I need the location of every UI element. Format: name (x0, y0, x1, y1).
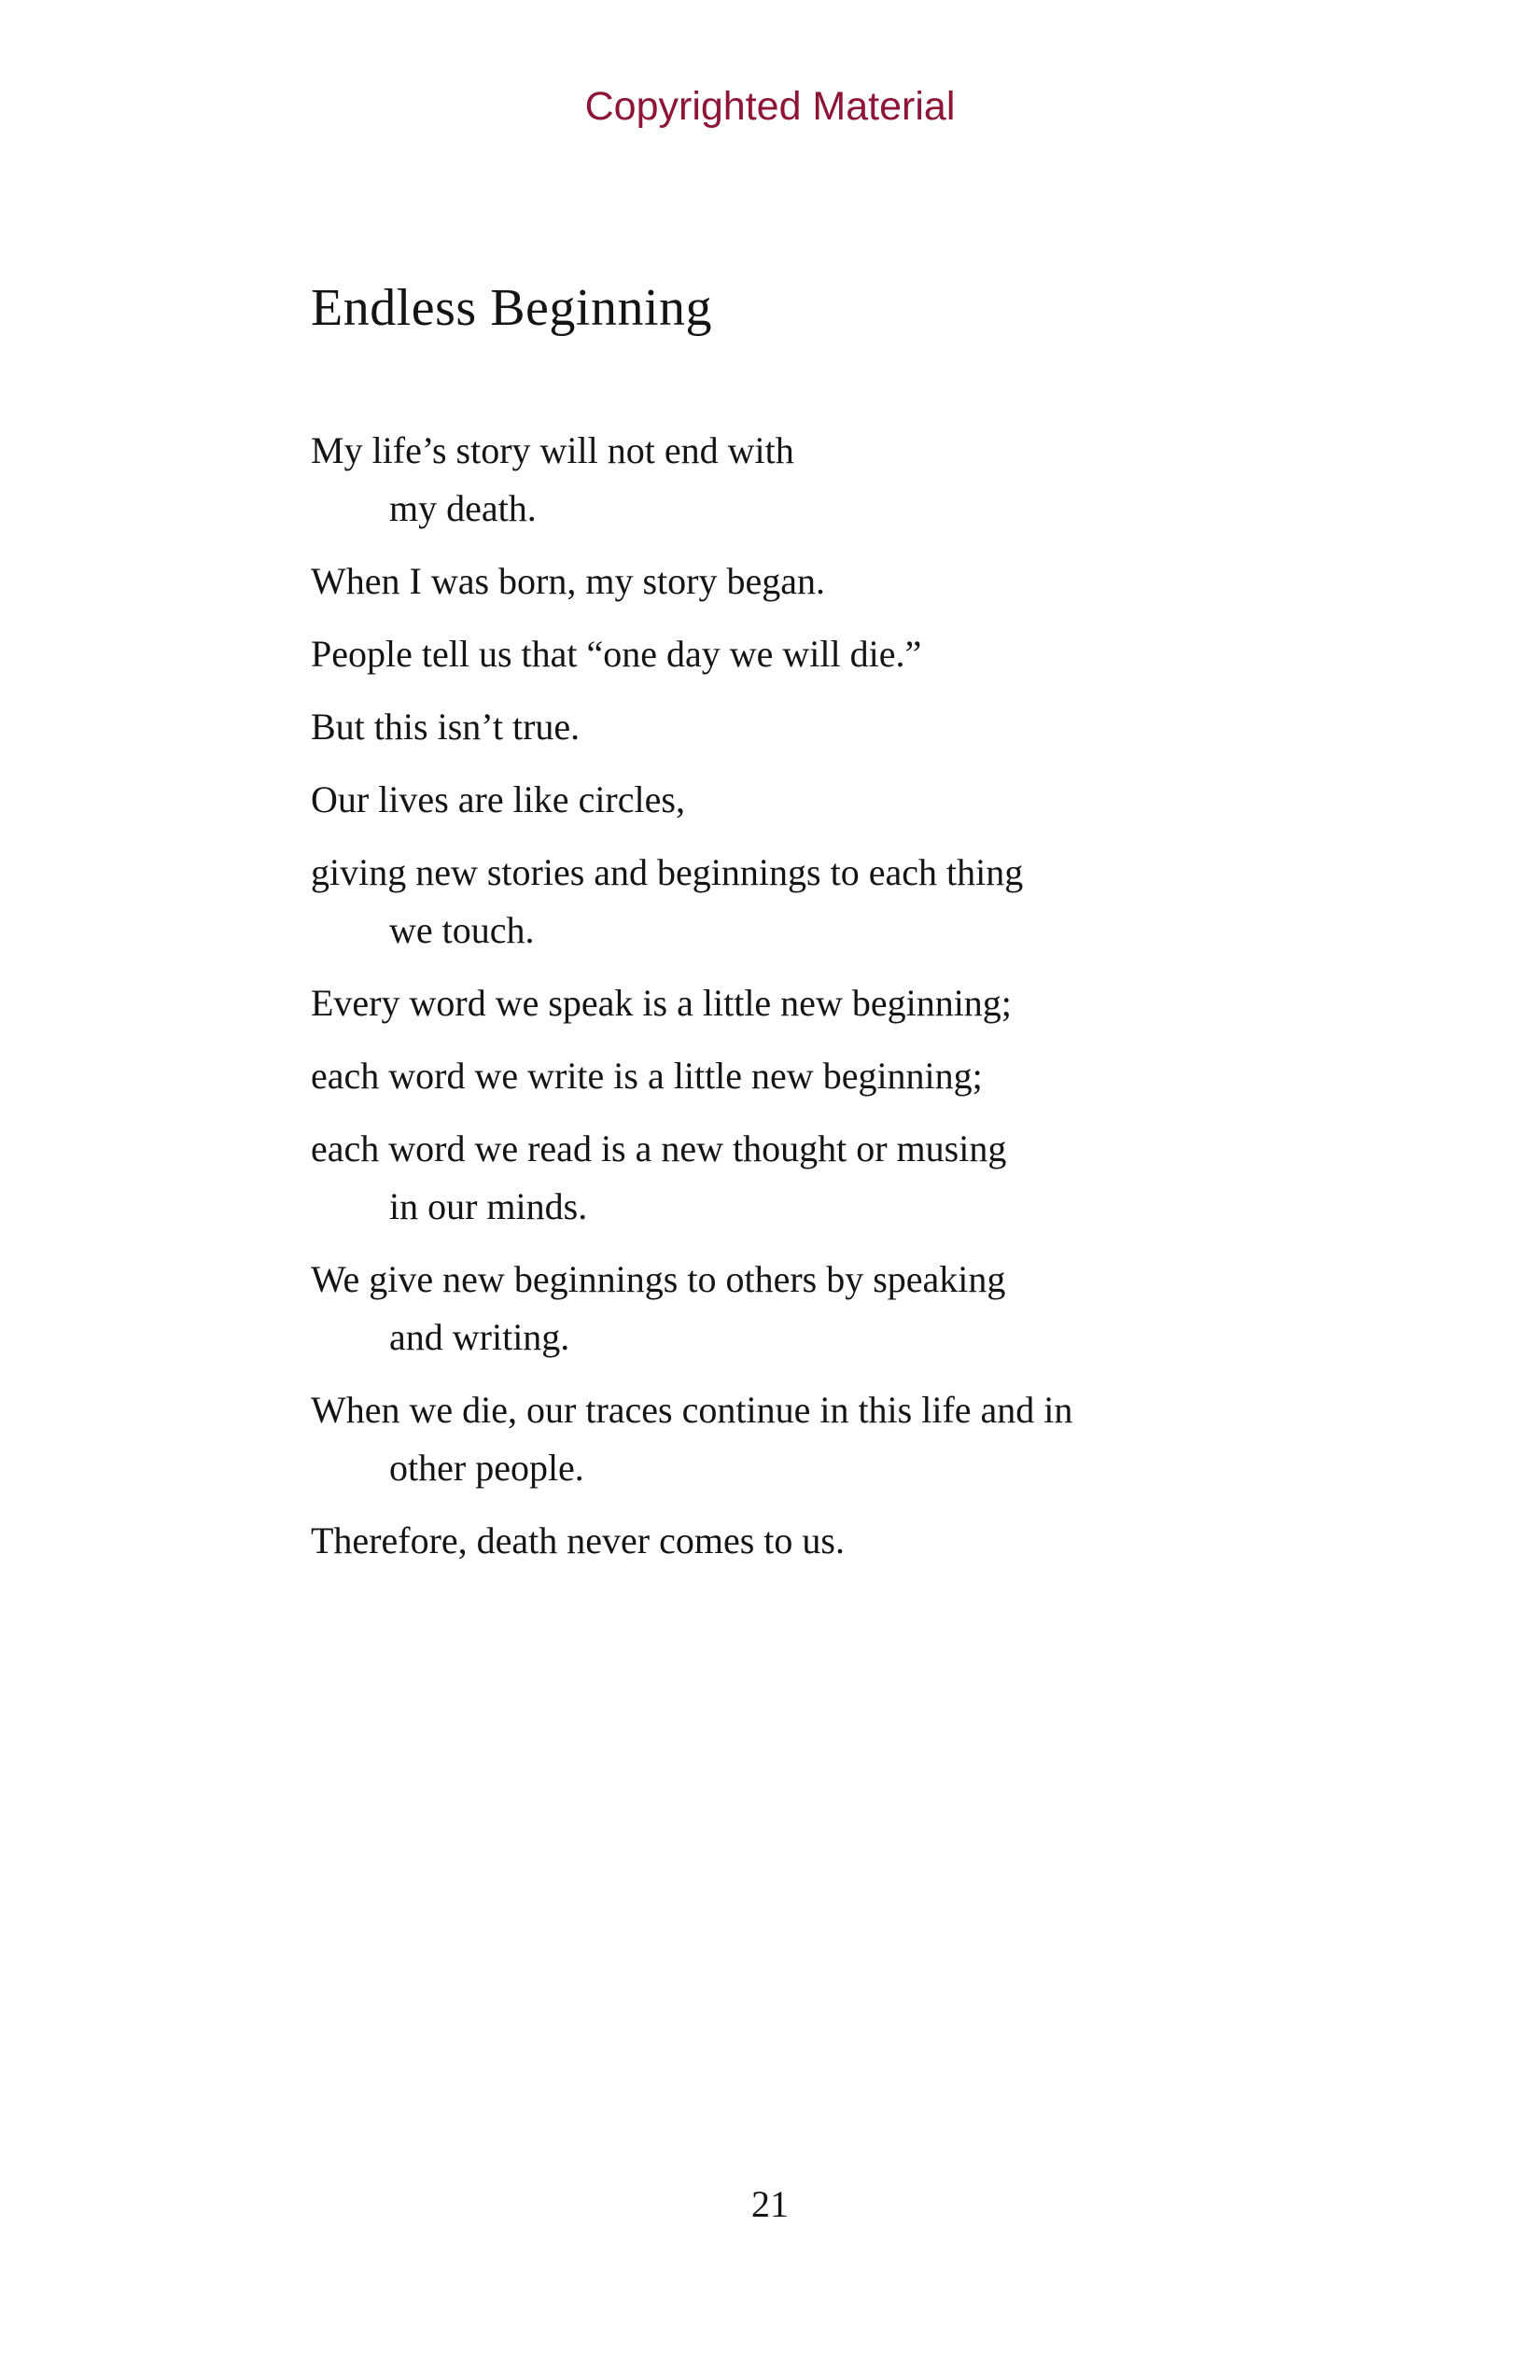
page-number: 21 (751, 2183, 789, 2225)
poem-stanza (311, 844, 1253, 959)
poem-line: giving new stories and beginnings to each thing (311, 851, 1024, 893)
poem-line: Our lives are like circles, (311, 778, 685, 820)
poem-stanza (311, 698, 1253, 756)
copyright-notice: Copyrighted Material (584, 84, 956, 129)
poem-line: My life’s story will not end with (311, 429, 794, 471)
poem-line: But this isn’t true. (311, 706, 581, 748)
poem-line: We give new beginnings to others by speaking (311, 1258, 1006, 1300)
poem-line: When we die, our traces continue in this life and in (311, 1389, 1073, 1431)
poem-line: each word we write is a little new beginning; (311, 1055, 983, 1097)
poem-stanza (311, 1047, 1253, 1105)
poem-stanza (311, 771, 1253, 829)
poem-stanza (311, 422, 1253, 538)
poem-stanza (311, 1381, 1253, 1497)
poem-line: Therefore, death never comes to us. (311, 1519, 845, 1561)
poem-stanza (311, 625, 1253, 683)
poem-stanza (311, 1512, 1253, 1570)
poem-line: and writing. (389, 1316, 570, 1358)
poem-line: each word we read is a new thought or musing (311, 1127, 1007, 1169)
poem-title: Endless Beginning (311, 279, 713, 337)
poem-line: other people. (389, 1447, 584, 1489)
poem-line: in our minds. (389, 1185, 588, 1227)
poem-line: When I was born, my story began. (311, 560, 825, 602)
poem-line: People tell us that “one day we will die.” (311, 633, 922, 675)
poem-stanza (311, 974, 1253, 1032)
poem (311, 422, 1253, 1585)
poem-stanza (311, 1120, 1253, 1236)
poem-line: we touch. (389, 909, 535, 951)
poem-line: my death. (389, 487, 537, 529)
poem-line: Every word we speak is a little new beginning; (311, 982, 1012, 1024)
poem-stanza (311, 1251, 1253, 1366)
poem-stanza (311, 553, 1253, 610)
